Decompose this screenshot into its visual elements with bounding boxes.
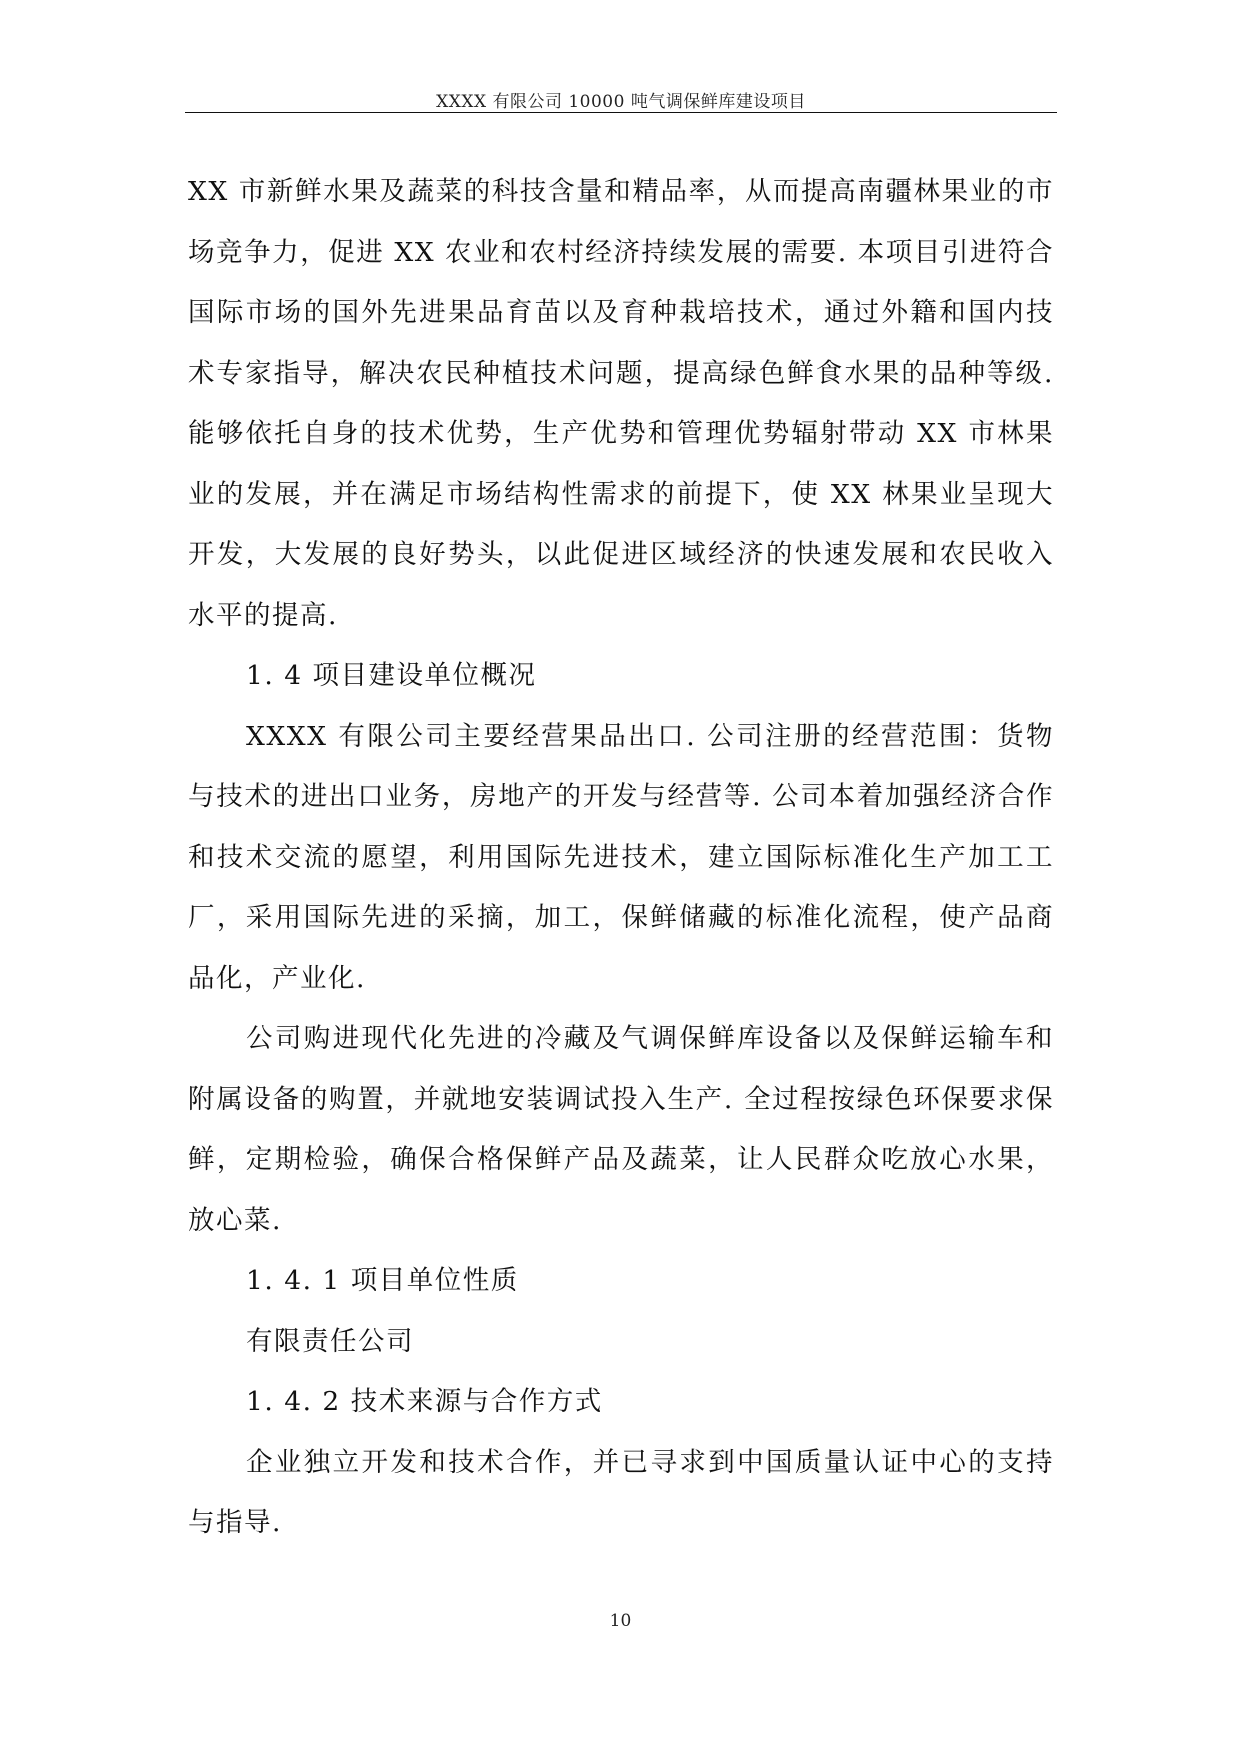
page-number: 10 <box>609 1611 632 1631</box>
document-body <box>188 162 1054 1554</box>
section-heading-1-4-2: 1. 4. 2 技术来源与合作方式 <box>246 1386 603 1417</box>
paragraph-equipment: 公司购进现代化先进的冷藏及气调保鲜库设备以及保鲜运输车和附属设备的购置，并就地安装调试投入生产. 全过程按绿色环保要求保鲜，定期检验，确保合格保鲜产品及蔬菜，让人民群众吃放心水果，放心菜. <box>188 1023 1054 1236</box>
paragraph-intro-continuation: XX 市新鲜水果及蔬菜的科技含量和精品率，从而提高南疆林果业的市场竞争力，促进 XX 农业和农村经济持续发展的需要. 本项目引进符合国际市场的国外先进果品育苗以及育种栽培技术，通过外籍和国内技术专家指导，解决农民种植技术问题，提高绿色鲜食水果的品种等级. 能够依托自身的技术优势，生产优势和管理优势辐射带动 XX 市林果业的发展，并在满足市场结构性需求的前提下，使 XX 林果业呈现大开发，大发展的良好势头，以此促进区域经济的快速发展和农民收入水平的提高. <box>188 176 1054 631</box>
paragraph-company-overview: XXXX 有限公司主要经营果品出口. 公司注册的经营范围：货物与技术的进出口业务，房地产的开发与经营等. 公司本着加强经济合作和技术交流的愿望，利用国际先进技术，建立国际标准化生产加工工厂，采用国际先进的采摘，加工，保鲜储藏的标准化流程，使产品商品化，产业化. <box>188 720 1054 994</box>
paragraph-technology-source: 企业独立开发和技术合作，并已寻求到中国质量认证中心的支持与指导. <box>188 1446 1054 1538</box>
running-header: XXXX 有限公司 10000 吨气调保鲜库建设项目 <box>436 92 806 112</box>
paragraph-unit-nature: 有限责任公司 <box>246 1325 414 1357</box>
section-heading-1-4-1: 1. 4. 1 项目单位性质 <box>246 1265 519 1296</box>
section-heading-1-4: 1. 4 项目建设单位概况 <box>246 660 537 691</box>
header-rule <box>185 112 1057 113</box>
